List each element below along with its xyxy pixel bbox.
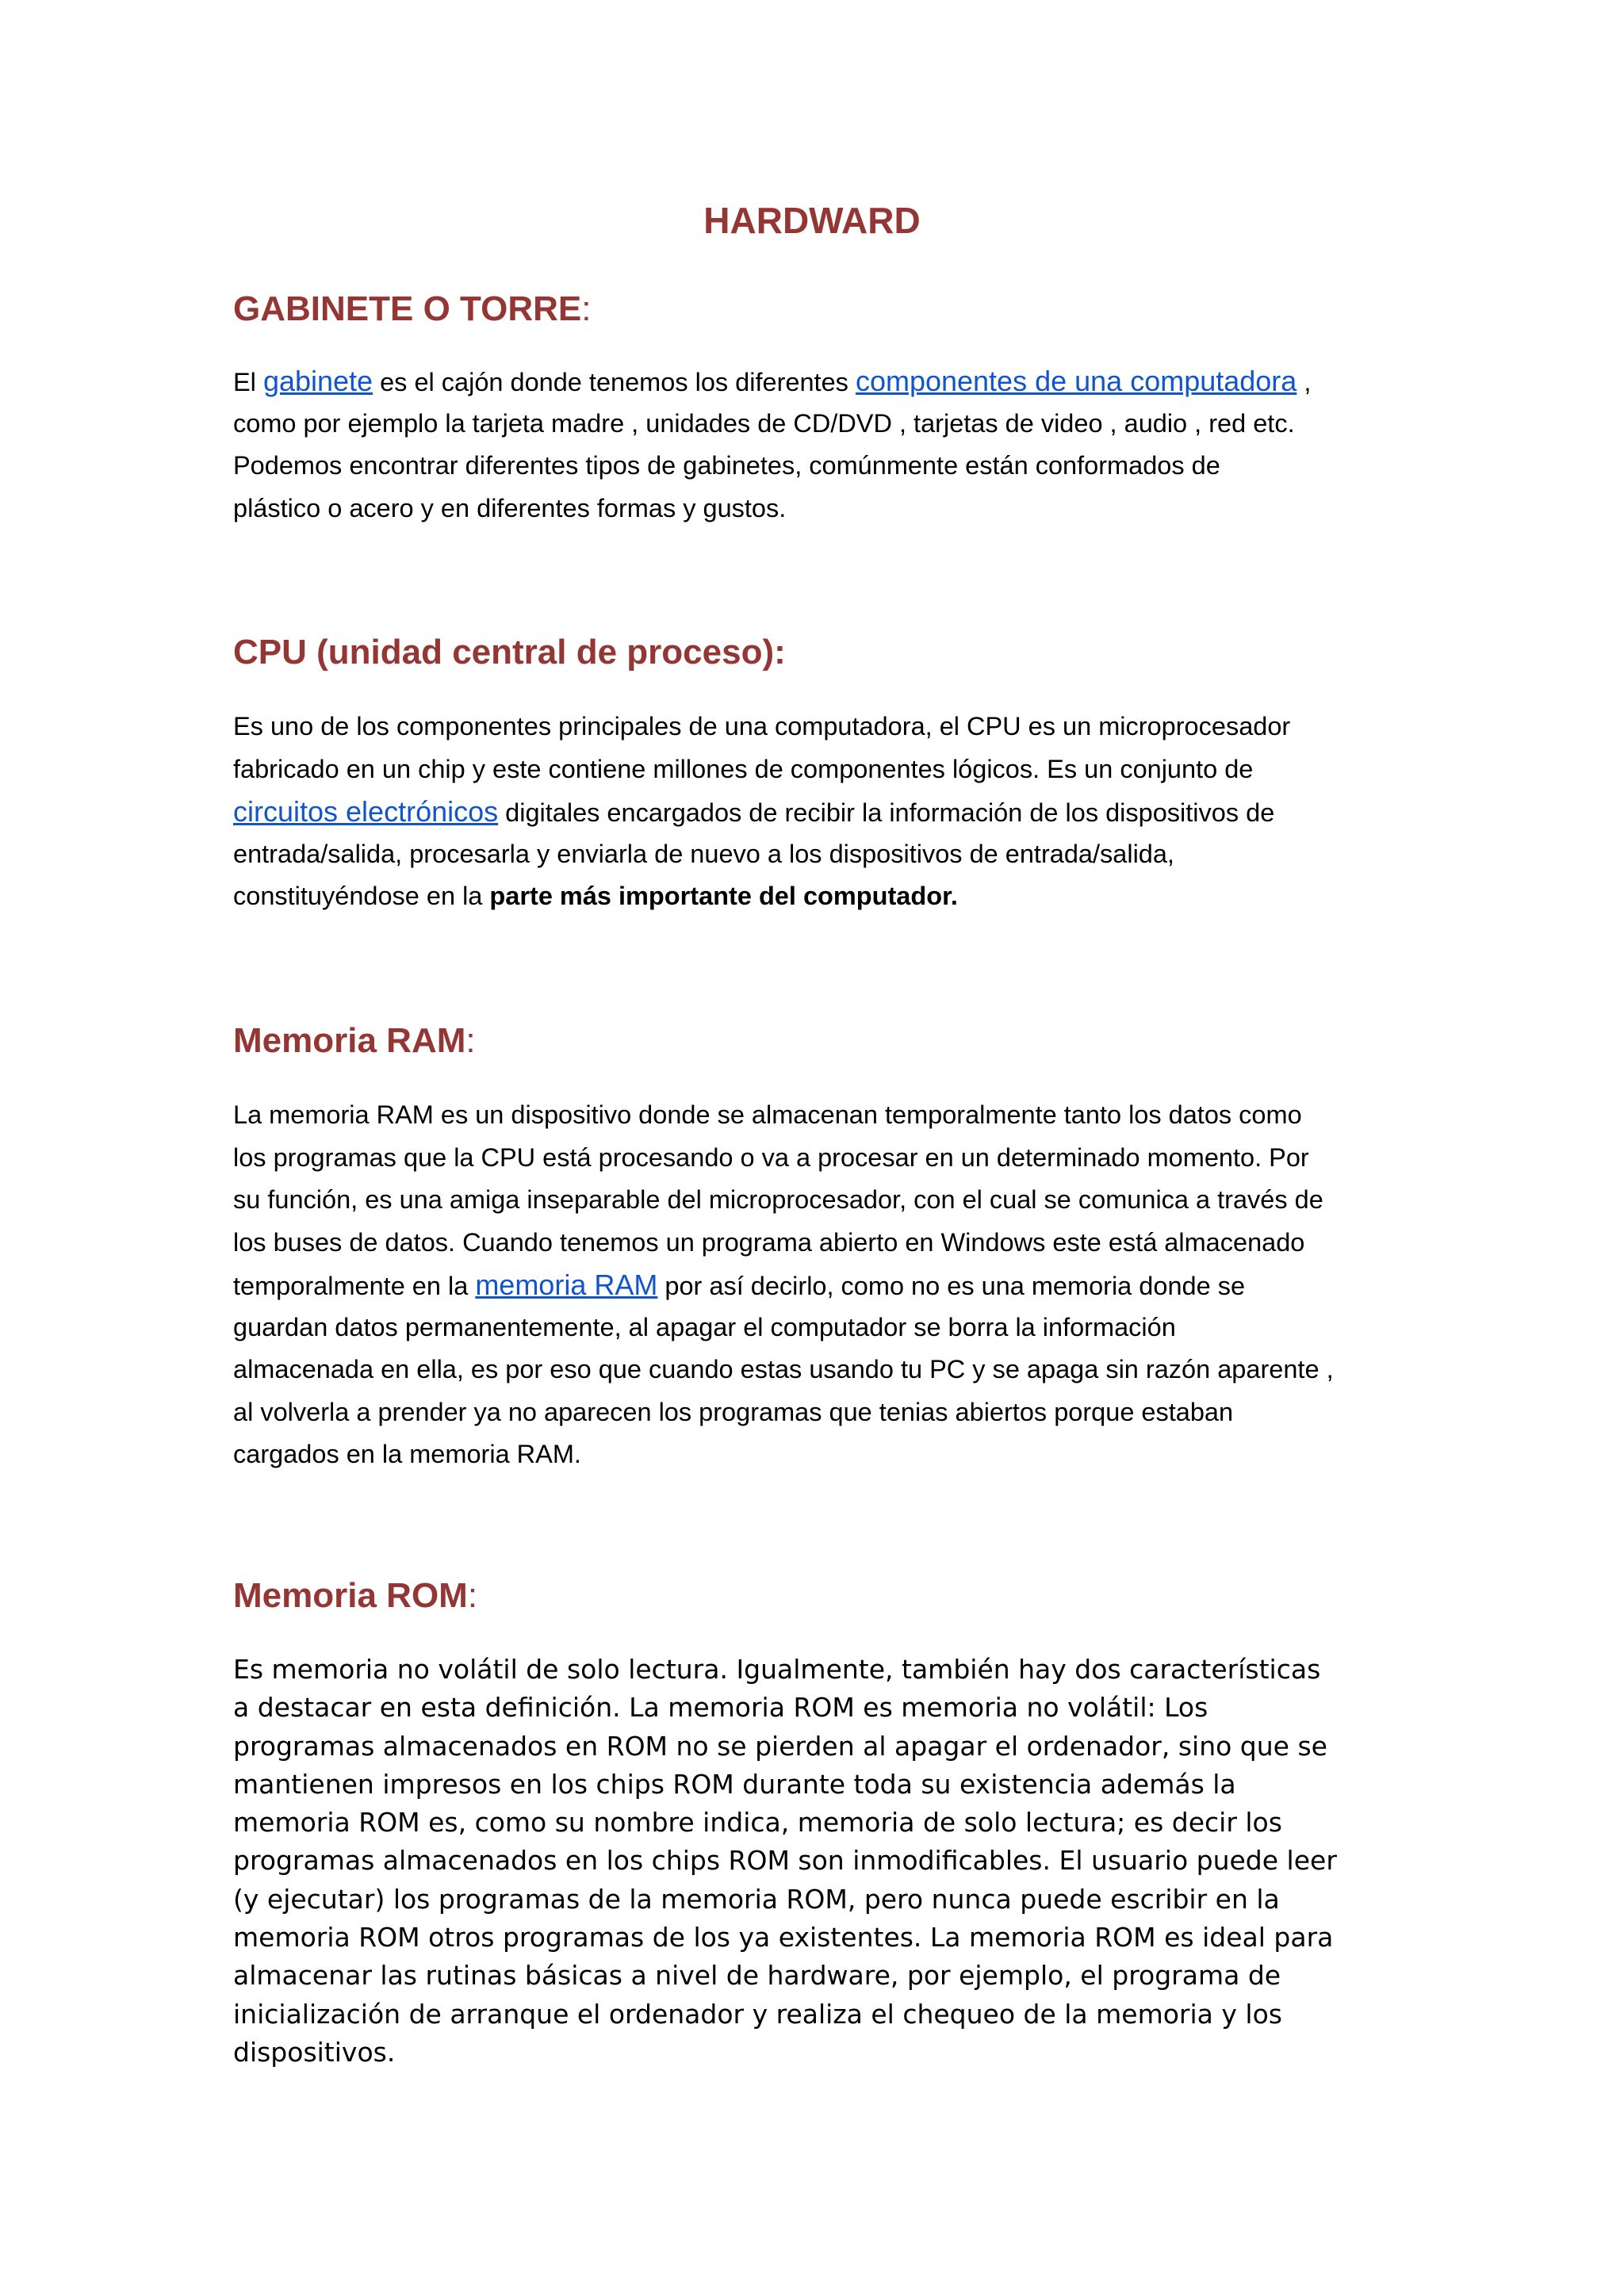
paragraph-cpu (233, 706, 1407, 918)
paragraph-line: La memoria RAM es un dispositivo donde se almacenan temporalmente tanto los datos como (233, 1100, 1302, 1129)
paragraph-line (233, 790, 1407, 833)
paragraph-rom (233, 1651, 1423, 2072)
paragraph-line (233, 875, 1407, 918)
heading-rom (233, 1572, 477, 1620)
heading-gabinete-text: GABINETE O TORRE (233, 289, 582, 328)
paragraph-line: al volverla a prender ya no aparecen los programas que tenias abiertos porque estaban (233, 1397, 1234, 1426)
paragraph-line: su función, es una amiga inseparable del microprocesador, con el cual se comunica a través de (233, 1185, 1323, 1214)
text-run: constituyéndose en la (233, 882, 490, 910)
paragraph-ram (233, 1094, 1407, 1476)
paragraph-line: mantienen impresos en los chips ROM durante toda su existencia además la (233, 1768, 1236, 1800)
paragraph-line: a destacar en esta definición. La memoria ROM es memoria no volátil: Los (233, 1692, 1208, 1724)
text-run: temporalmente en la (233, 1272, 476, 1300)
link-circuitos-electronicos[interactable]: circuitos electrónicos (233, 795, 499, 828)
document-title: HARDWARD (703, 200, 921, 241)
link-memoria-ram[interactable]: memoria RAM (475, 1269, 658, 1301)
paragraph-line: dispositivos. (233, 2036, 396, 2068)
heading-ram-colon: : (465, 1021, 476, 1060)
heading-rom-colon: : (467, 1576, 478, 1615)
bold-text: parte más importante del computador. (489, 882, 958, 910)
paragraph-line: Es memoria no volátil de solo lectura. Igualmente, también hay dos características (233, 1654, 1321, 1685)
paragraph-line: almacenar las rutinas básicas a nivel de hardware, por ejemplo, el programa de (233, 1960, 1281, 1992)
text-run: El (233, 368, 263, 396)
paragraph-line: Podemos encontrar diferentes tipos de gabinetes, comúnmente están conformados de (233, 451, 1220, 480)
paragraph-line: inicialización de arranque el ordenador y realiza el chequeo de la memoria y los (233, 1998, 1282, 2030)
paragraph-line: los buses de datos. Cuando tenemos un programa abierto en Windows este está almacenado (233, 1227, 1305, 1257)
paragraph-line: los programas que la CPU está procesando o va a procesar en un determinado momento. Por (233, 1142, 1309, 1172)
paragraph-line: como por ejemplo la tarjeta madre , unidades de CD/DVD , tarjetas de video , audio , red etc. (233, 408, 1295, 438)
heading-cpu (233, 629, 786, 676)
paragraph-line (233, 360, 1407, 403)
text-run: digitales encargados de recibir la información de los dispositivos de (498, 798, 1275, 827)
paragraph-line (233, 1264, 1407, 1307)
paragraph-line: cargados en la memoria RAM. (233, 1440, 581, 1468)
heading-cpu-colon: : (774, 633, 786, 672)
heading-ram (233, 1017, 476, 1065)
heading-rom-text: Memoria ROM (233, 1576, 468, 1615)
paragraph-line: memoria ROM es, como su nombre indica, memoria de solo lectura; es decir los (233, 1807, 1282, 1839)
paragraph-line: (y ejecutar) los programas de la memoria ROM, pero nunca puede escribir en la (233, 1883, 1280, 1915)
heading-cpu-text: CPU (unidad central de proceso) (233, 633, 775, 672)
heading-gabinete-colon: : (581, 289, 592, 328)
text-run: , (1297, 368, 1312, 396)
paragraph-line: plástico o acero y en diferentes formas y gustos. (233, 493, 787, 522)
paragraph-line: programas almacenados en los chips ROM son inmodificables. El usuario puede leer (233, 1845, 1337, 1877)
paragraph-line: entrada/salida, procesarla y enviarla de nuevo a los dispositivos de entrada/salida, (233, 839, 1174, 868)
heading-ram-text: Memoria RAM (233, 1021, 466, 1060)
paragraph-line: Es uno de los componentes principales de una computadora, el CPU es un microprocesador (233, 712, 1291, 740)
text-run: por así decirlo, como no es una memoria donde se (657, 1272, 1246, 1300)
paragraph-line: guardan datos permanentemente, al apagar el computador se borra la información (233, 1312, 1176, 1341)
paragraph-gabinete (233, 360, 1407, 530)
heading-gabinete (233, 285, 591, 333)
link-gabinete[interactable]: gabinete (262, 365, 373, 397)
paragraph-line: fabricado en un chip y este contiene millones de componentes lógicos. Es un conjunto de (233, 754, 1254, 783)
link-componentes-computadora[interactable]: componentes de una computadora (855, 365, 1297, 397)
paragraph-line: memoria ROM otros programas de los ya existentes. La memoria ROM es ideal para (233, 1922, 1334, 1954)
paragraph-line: almacenada en ella, es por eso que cuando estas usando tu PC y se apaga sin razón aparente , (233, 1355, 1334, 1383)
paragraph-line: programas almacenados en ROM no se pierden al apagar el ordenador, sino que se (233, 1730, 1327, 1762)
text-run: es el cajón donde tenemos los diferentes (373, 368, 856, 396)
